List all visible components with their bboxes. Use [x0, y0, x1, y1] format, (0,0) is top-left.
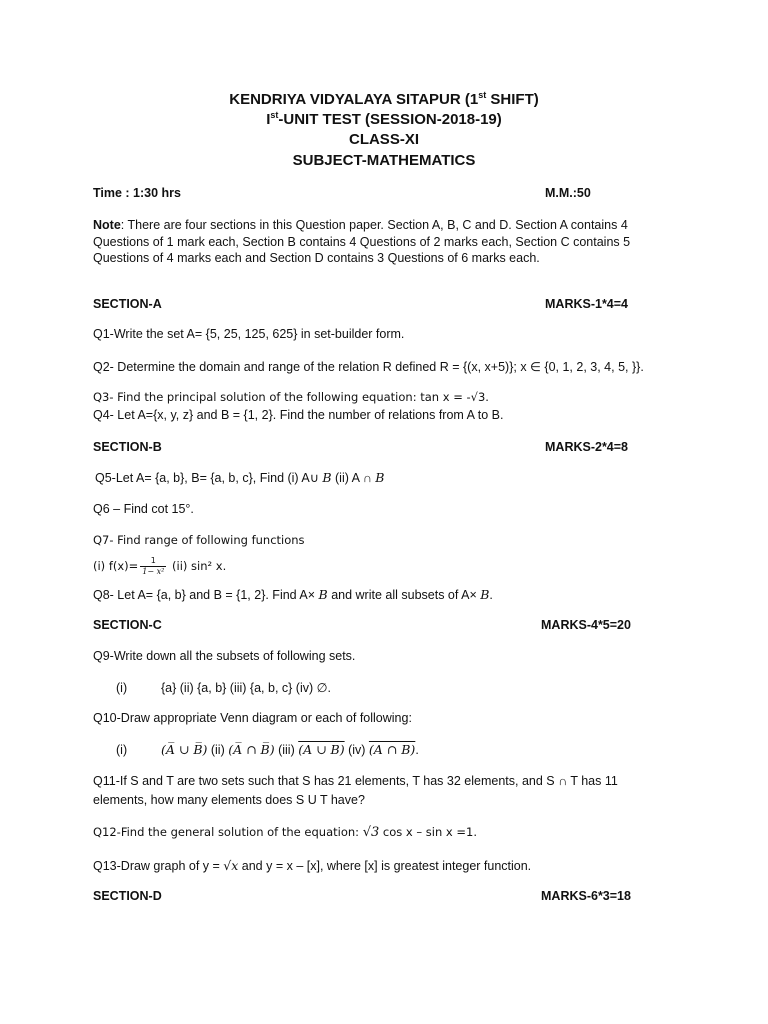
instructions-note: Note: There are four sections in this Question paper. Section A, B, C and D. Section A contains 4 Questions of 1 mark each, Section B contains 4 Questions of 2 marks each, Section C contains 5 Questions of 4 marks each and Section D contains 3 Questions of 6 marks each.: [93, 218, 631, 265]
fraction: $\frac{1}{\text{1− x²}}$: [142, 556, 165, 576]
question-10: Q10-Draw appropriate Venn diagram or each of following:: [93, 711, 412, 725]
class-title: CLASS-XI: [348, 131, 419, 148]
time-label: Time : 1:30 hrs: [93, 186, 182, 200]
section-b-marks: MARKS-2*4=8: [545, 440, 629, 454]
school-title: KENDRIYA VIDYALAYA SITAPUR (1st SHIFT): [229, 90, 539, 108]
question-10-items: (i) (A̅ ∪ B̅) (ii) (A̅ ∩ B̅) (iii) (A ∪ B) (iv) (A ∩ B).: [116, 742, 419, 757]
section-b-title: SECTION-B: [93, 440, 162, 454]
question-1: Q1-Write the set A= {5, 25, 125, 625} in set-builder form.: [93, 327, 405, 341]
question-5: Q5-Let A= {a, b}, B= {a, b, c}, Find (i) A∪ B (ii) A ∩ B: [95, 470, 385, 485]
max-marks-label: M.M.:50: [545, 186, 591, 200]
test-title: Ist-UNIT TEST (SESSION-2018-19): [266, 110, 502, 128]
section-c-title: SECTION-C: [93, 618, 162, 632]
section-a-title: SECTION-A: [93, 297, 162, 311]
subject-title: SUBJECT-MATHEMATICS: [292, 152, 476, 169]
question-9-items: (i) {a} (ii) {a, b} (iii) {a, b, c} (iv) ∅.: [116, 681, 331, 695]
question-8: Q8- Let A= {a, b} and B = {1, 2}. Find A× B and write all subsets of A× B.: [93, 587, 493, 602]
question-13: Q13-Draw graph of y = √x and y = x – [x], where [x] is greatest integer function.: [93, 858, 532, 873]
question-4: Q4- Let A={x, y, z} and B = {1, 2}. Find the number of relations from A to B.: [93, 408, 504, 422]
question-6: Q6 – Find cot 15°.: [93, 502, 194, 516]
question-3: Q3- Find the principal solution of the following equation: tan x = -√3.: [93, 390, 489, 404]
question-9: Q9-Write down all the subsets of following sets.: [93, 649, 356, 663]
question-12: Q12-Find the general solution of the equation: √3 cos x – sin x =1.: [93, 825, 477, 840]
question-7-parts: (i) f(x)= $\frac{1}{\text{1− x²}}$ (ii) sin² x.: [93, 556, 227, 576]
section-c-marks: MARKS-4*5=20: [541, 618, 631, 632]
section-a-marks: MARKS-1*4=4: [545, 297, 629, 311]
section-d-title: SECTION-D: [93, 889, 162, 903]
question-2: Q2- Determine the domain and range of the relation R defined R = {(x, x+5)}; x ∈ {0, 1, 2, 3, 4, 5, }}.: [93, 360, 644, 374]
question-11: Q11-If S and T are two sets such that S has 21 elements, T has 32 elements, and S ∩ T has 11 elements, how many elements does S U T have?: [93, 774, 618, 807]
question-7: Q7- Find range of following functions: [93, 533, 305, 547]
section-d-marks: MARKS-6*3=18: [541, 889, 631, 903]
